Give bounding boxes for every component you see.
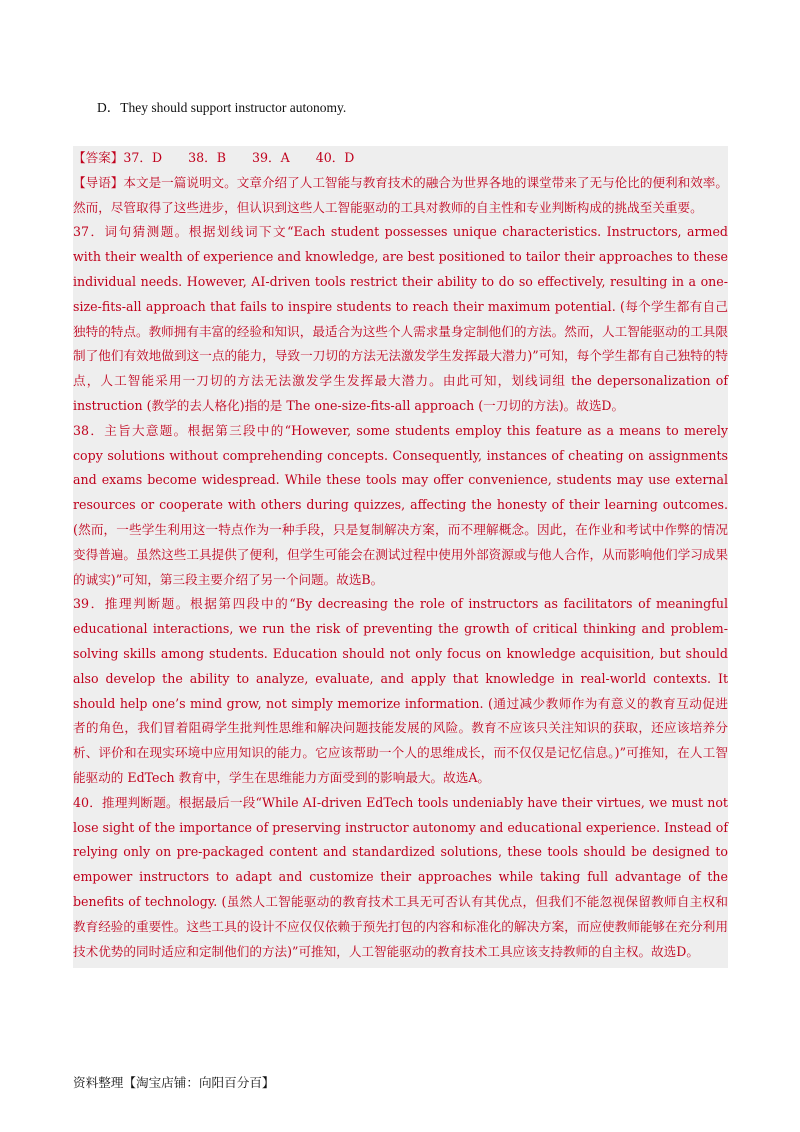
option-d: D．They should support instructor autonomy. <box>97 100 347 115</box>
answer-section <box>73 146 728 968</box>
answer-item: 37．D <box>123 150 163 165</box>
answer-item: 38．B <box>188 150 226 165</box>
explanation-38: 38．主旨大意题。根据第三段中的“However, some students employ this feature as a means to merely copy solutions without comprehending concepts. Consequently, instances of cheating on assignments and exams become widespread. While these tools may offer convenience, students may use external resources or cooperate with others during quizzes, affecting the honesty of their learning outcomes. (然而，一些学生利用这一特点作为一种手段，只是复制解决方案，而不理解概念。因此，在作业和考试中作弊的情况变得普遍。虽然这些工具提供了便利，但学生可能会在测试过程中使用外部资源或与他人合作，从而影响他们学习成果的诚实)”可知，第三段主要介绍了另一个问题。故选B。 <box>73 422 728 587</box>
explanation-40: 40．推理判断题。根据最后一段“While AI-driven EdTech tools undeniably have their virtues, we must not lose sight of the importance of preserving instructor autonomy and educational experience. Instead of relying only on pre-packaged content and standardized solutions, these tools should be designed to empower instructors to adapt and customize their approaches while taking full advantage of the benefits of technology. (虽然人工智能驱动的教育技术工具无可否认有其优点，但我们不能忽视保留教师自主权和教育经验的重要性。这些工具的设计不应仅仅依赖于预先打包的内容和标准化的解决方案，而应使教师能够在充分利用技术优势的同时适应和定制他们的方法)”可推知，人工智能驱动的教育技术工具应该支持教师的自主权。故选D。 <box>73 794 728 959</box>
answer-label: 【答案】 <box>73 150 124 165</box>
explanation-39: 39．推理判断题。根据第四段中的“By decreasing the role of instructors as facilitators of meaningful educational interactions, we run the risk of preventing the growth of critical thinking and problem-solving skills among students. Education should not only focus on knowledge acquisition, but should also develop the ability to analyze, evaluate, and apply that knowledge in real-world contexts. It should help one’s mind grow, not simply memorize information. (通过减少教师作为有意义的教育互动促进者的角色，我们冒着阻碍学生批判性思维和解决问题技能发展的风险。教育不应该只关注知识的获取，还应该培养分析、评价和在现实环境中应用知识的能力。它应该帮助一个人的思维成长，而不仅仅是记忆信息。)”可推知，在人工智能驱动的 EdTech 教育中，学生在思维能力方面受到的影响最大。故选A。 <box>73 596 728 785</box>
page-footer: 资料整理【淘宝店铺：向阳百分百】 <box>73 1075 275 1090</box>
guide-paragraph: 【导语】本文是一篇说明文。文章介绍了人工智能与教育技术的融合为世界各地的课堂带来了无与伦比的便利和效率。然而，尽管取得了这些进步，但认识到这些人工智能驱动的工具对教师的自主性和专业判断构成的挑战至关重要。 <box>73 174 728 215</box>
answer-item: 40．D <box>315 150 355 165</box>
answer-key <box>73 146 728 171</box>
answer-item: 39．A <box>251 150 290 165</box>
explanation-37: 37．词句猜测题。根据划线词下文“Each student possesses unique characteristics. Instructors, armed with their wealth of experience and knowledge, are best positioned to tailor their approaches to these individual needs. However, AI-driven tools restrict their ability to do so effectively, resulting in a one-size-fits-all approach that fails to inspire students to reach their maximum potential. (每个学生都有自己独特的特点。教师拥有丰富的经验和知识，最适合为这些个人需求量身定制他们的方法。然而，人工智能驱动的工具限制了他们有效地做到这一点的能力，导致一刀切的方法无法激发学生发挥最大潜力)”可知，每个学生都有自己独特的特点，人工智能采用一刀切的方法无法激发学生发挥最大潜力。由此可知，划线词组 the depersonalization of instruction (教学的去人格化)指的是 The one-size-fits-all approach (一刀切的方法)。故选D。 <box>73 224 728 413</box>
